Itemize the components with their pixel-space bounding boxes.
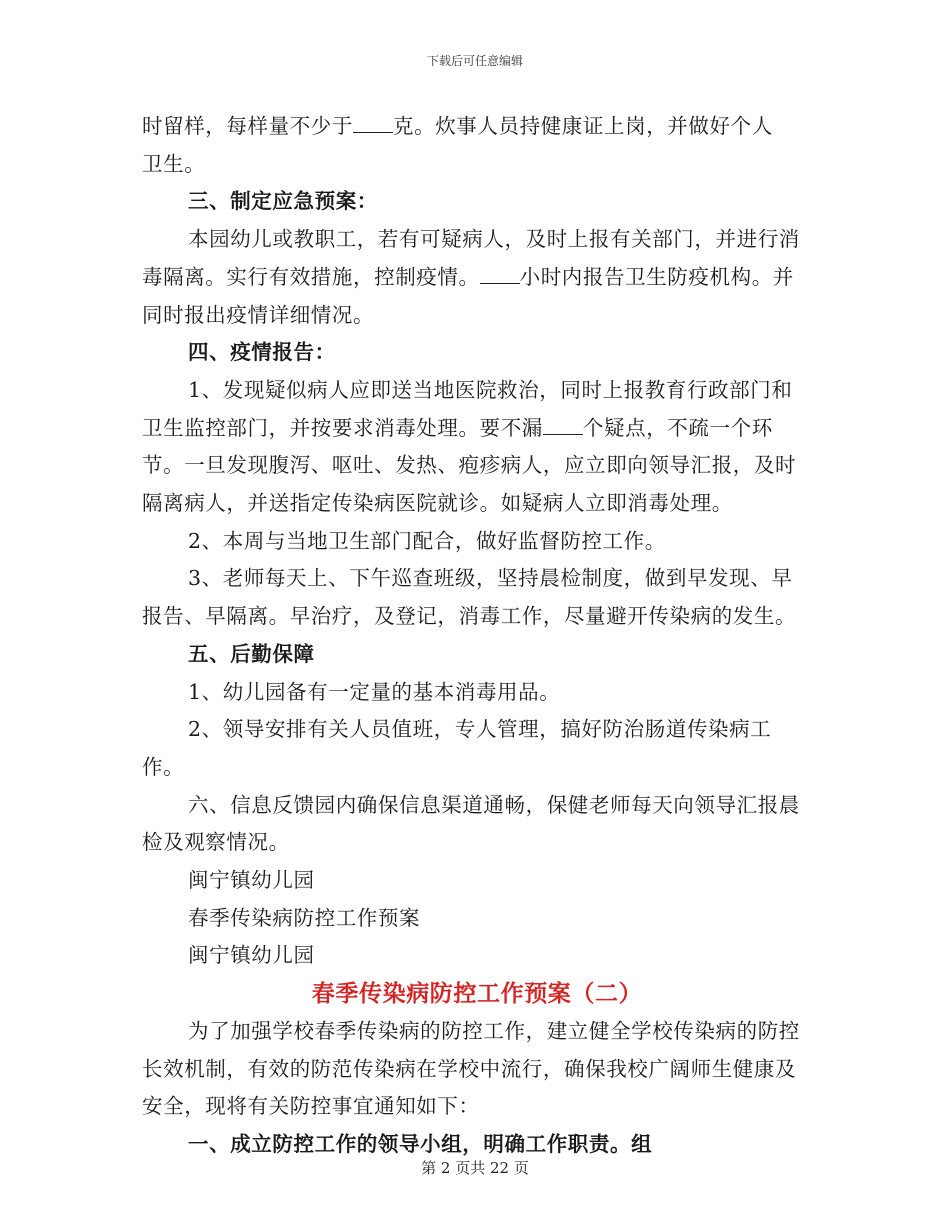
page-footer: 第 2 页共 22 页 xyxy=(421,1159,529,1177)
text-segment: 小时内报告卫生防疫机构。并同时报出疫情详细情况。 xyxy=(142,264,794,327)
heading-epidemic-report: 四、疫情报告： xyxy=(188,340,336,365)
fill-blank xyxy=(480,261,520,284)
text-segment: 卫生。 xyxy=(142,151,206,176)
text-segment: 克。炊事人员持健康证上岗，并做好个人 xyxy=(393,114,773,138)
paragraph-info-feedback: 六、信息反馈园内确保信息渠道通畅，保健老师每天向领导汇报晨检及观察情况。 xyxy=(142,792,800,855)
paragraph-emergency-plan xyxy=(142,221,812,334)
fill-blank xyxy=(543,412,583,435)
signoff-line-3: 闽宁镇幼儿园 xyxy=(188,943,315,968)
text-segment: 本园幼儿或教职工，若有可疑病人，及时上报有关部门，并进行消毒隔离。实行有效措施，控制疫情。 xyxy=(142,227,800,289)
heading-emergency-plan: 三、制定应急预案： xyxy=(188,189,378,214)
paragraph-report-item-3: 3、老师每天上、下午巡查班级，坚持晨检制度，做到早发现、早报告、早隔离。早治疗，及登记，消毒工作，尽量避开传染病的发生。 xyxy=(142,566,797,629)
paragraph-intro: 为了加强学校春季传染病的防控工作，建立健全学校传染病的防控长效机制，有效的防范传染病在学校中流行，确保我校广阔师生健康及安全，现将有关防控事宜通知如下： xyxy=(142,1018,800,1119)
section-title: 春季传染病防控工作预案（二） xyxy=(311,980,643,1008)
signoff-line-1: 闽宁镇幼儿园 xyxy=(188,868,315,893)
text-segment: 1、发现疑似病人应即送当地医院救治，同时上报教育行政部门和卫生监控部门，并按要求消毒处理。要不漏 xyxy=(142,377,793,440)
heading-leadership-group: 一、成立防控工作的领导小组，明确工作职责。组 xyxy=(188,1131,653,1156)
paragraph-report-item-2: 2、本周与当地卫生部门配合，做好监督防控工作。 xyxy=(188,528,666,553)
text-segment: 个疑点，不疏一个环节。一旦发现腹泻、呕吐、发热、疱疹病人，应立即向领导汇报，及时隔离病人，并送指定传染病医院就诊。如疑病人立即消毒处理。 xyxy=(142,415,797,516)
document-body xyxy=(142,108,812,1164)
paragraph-report-item-1 xyxy=(142,372,812,523)
fill-blank xyxy=(353,110,393,133)
signoff-line-2: 春季传染病防控工作预案 xyxy=(188,905,421,930)
text-segment: 时留样，每样量不少于 xyxy=(142,114,353,138)
paragraph-logistics-item-1: 1、幼儿园备有一定量的基本消毒用品。 xyxy=(188,679,561,704)
paragraph-sample-retention xyxy=(142,108,812,183)
heading-logistics: 五、后勤保障 xyxy=(188,641,315,666)
page-header: 下载后可任意编辑 xyxy=(426,54,523,68)
paragraph-logistics-item-2: 2、领导安排有关人员值班，专人管理，搞好防治肠道传染病工作。 xyxy=(142,717,772,779)
